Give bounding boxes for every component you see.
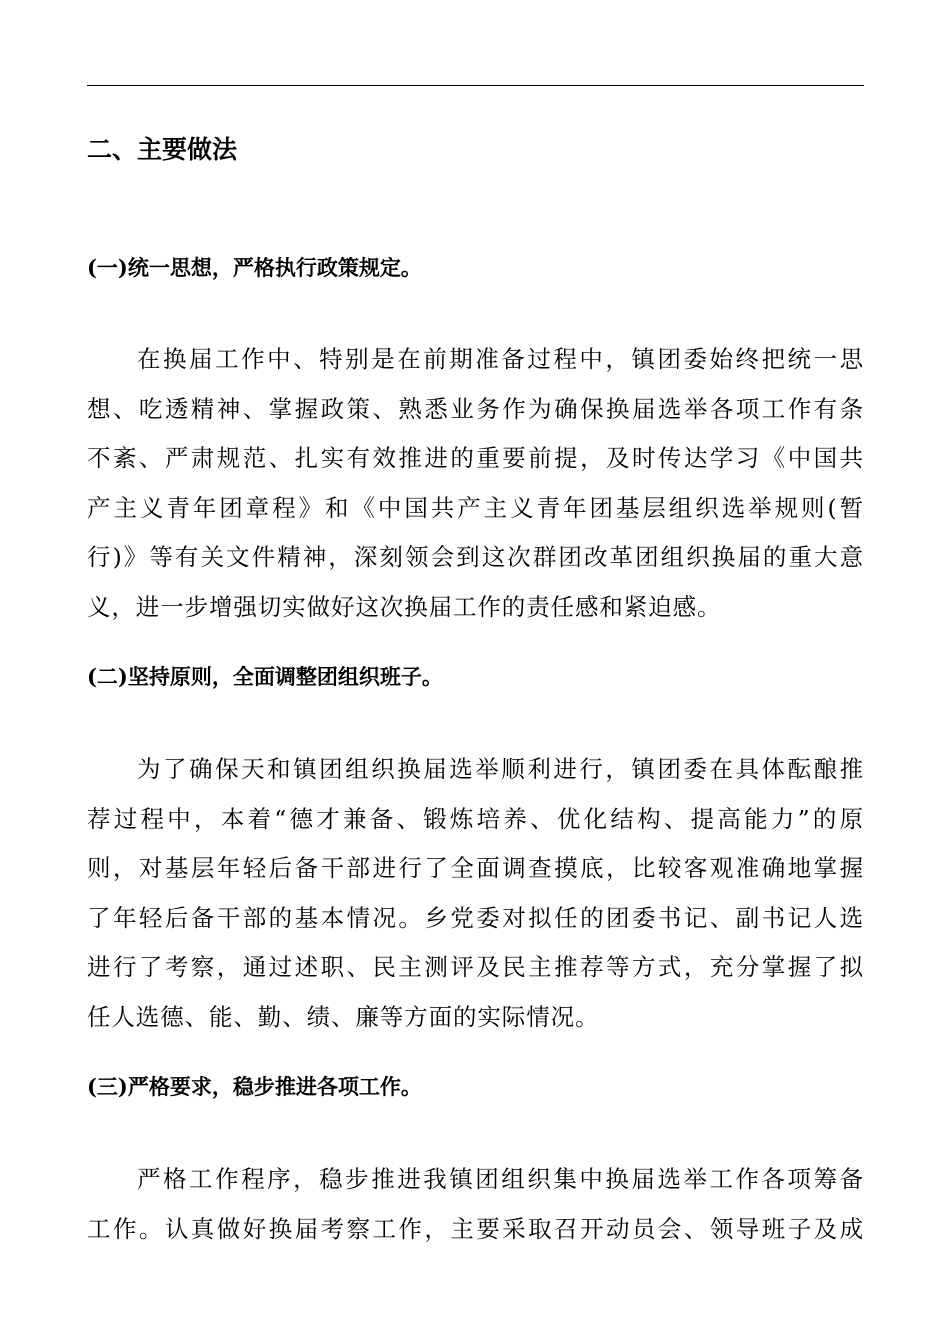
paragraph-line: 工作。认真做好换届考察工作，主要采取召开动员会、领导班子及成 <box>87 1214 864 1243</box>
paragraph-line: 了年轻后备干部的基本情况。乡党委对拟任的团委书记、副书记人选 <box>87 903 864 932</box>
paragraph-line: 荐过程中，本着“德才兼备、锻炼培养、优化结构、提高能力”的原 <box>87 804 864 833</box>
paragraph-line: 想、吃透精神、掌握政策、熟悉业务作为确保换届选举各项工作有条 <box>87 394 864 423</box>
paragraph-line: 义，进一步增强切实做好这次换届工作的责任感和紧迫感。 <box>87 592 722 621</box>
paragraph-3 <box>87 1155 864 1254</box>
sub-heading-2: (二)坚持原则，全面调整团组织班子。 <box>87 664 443 689</box>
paragraph-line: 进行了考察，通过述职、民主测评及民主推荐等方式，充分掌握了拟 <box>87 953 864 981</box>
paragraph-line: 产主义青年团章程》和《中国共产主义青年团基层组织选举规则(暂 <box>87 493 864 522</box>
paragraph-line: 严格工作程序，稳步推进我镇团组织集中换届选举工作各项筹备 <box>137 1165 864 1193</box>
paragraph-line: 在换届工作中、特别是在前期准备过程中，镇团委始终把统一思 <box>137 345 864 373</box>
paragraph-line: 行)》等有关文件精神，深刻领会到这次群团改革团组织换届的重大意 <box>87 543 864 571</box>
paragraph-2 <box>87 745 864 1042</box>
paragraph-1 <box>87 335 864 632</box>
paragraph-line: 不紊、严肃规范、扎实有效推进的重要前提，及时传达学习《中国共 <box>87 444 864 472</box>
paragraph-line: 则，对基层年轻后备干部进行了全面调查摸底，比较客观准确地掌握 <box>87 854 864 882</box>
section-title: 二、主要做法 <box>87 135 238 164</box>
sub-heading-3: (三)严格要求，稳步推进各项工作。 <box>87 1074 422 1099</box>
paragraph-line: 任人选德、能、勤、绩、廉等方面的实际情况。 <box>87 1002 600 1031</box>
sub-heading-1: (一)统一思想，严格执行政策规定。 <box>87 255 422 280</box>
paragraph-line: 为了确保天和镇团组织换届选举顺利进行，镇团委在具体酝酿推 <box>137 755 864 783</box>
header-rule <box>87 85 864 86</box>
